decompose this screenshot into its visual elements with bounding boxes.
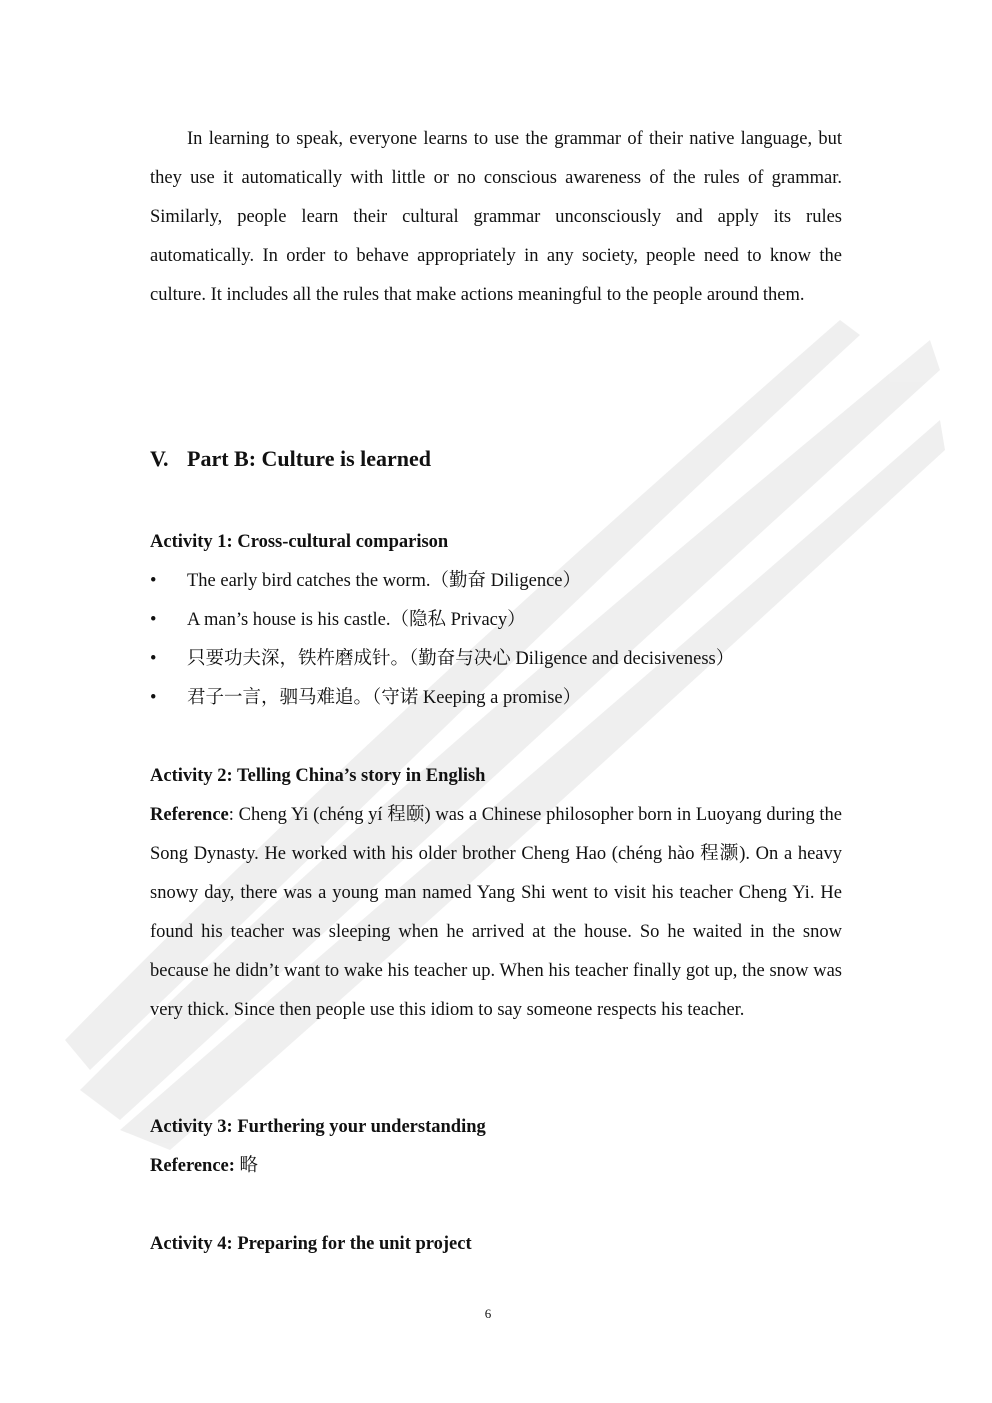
section-title: Part B: Culture is learned xyxy=(187,446,432,471)
bullet-icon: • xyxy=(150,571,157,591)
bullet-icon: • xyxy=(150,610,157,630)
section-heading xyxy=(150,446,431,472)
activity1-list xyxy=(150,562,842,718)
activity3-reference xyxy=(150,1147,842,1186)
activity3-title: Activity 3: Furthering your understanding xyxy=(150,1117,486,1137)
list-item: • 君子一言，驷马难追。（守诺 Keeping a promise） xyxy=(150,679,842,718)
list-item: • A man’s house is his castle.（隐私 Privacy） xyxy=(150,601,842,640)
reference-label: Reference xyxy=(150,805,229,825)
reference-text: 略 xyxy=(234,1156,259,1176)
activity2-title: Activity 2: Telling China’s story in English xyxy=(150,766,486,786)
bullet-icon: • xyxy=(150,688,157,708)
page-number: 6 xyxy=(484,1306,492,1321)
reference-text: : Cheng Yi (chéng yí 程颐) was a Chinese philosopher born in Luoyang during the Song Dynasty. He worked with his older brother Cheng Hao (chéng hào 程灏). On a heavy snowy day, there was a young man named Yang Shi went to visit his teacher Cheng Yi. He found his teacher was sleeping when he arrived at the house. So he waited in the snow because he didn’t want to wake his teacher up. When his teacher finally got up, the snow was very thick. Since then people use this idiom to say someone respects his teacher. xyxy=(150,805,842,1020)
activity1-title: Activity 1: Cross-cultural comparison xyxy=(150,532,449,552)
list-item: • 只要功夫深，铁杵磨成针。（勤奋与决心 Diligence and decisiveness） xyxy=(150,640,842,679)
intro-paragraph: In learning to speak, everyone learns to use the grammar of their native language, but they use it automatically with little or no conscious awareness of the rules of grammar. Similarly, people learn their cultural grammar unconsciously and apply its rules automatically. In order to behave appropriately in any society, people need to know the culture. It includes all the rules that make actions meaningful to the people around them. xyxy=(150,129,842,305)
activity2-reference xyxy=(150,796,842,1030)
activity4-title: Activity 4: Preparing for the unit project xyxy=(150,1234,472,1254)
section-number: V. xyxy=(150,446,169,471)
bullet-icon: • xyxy=(150,649,157,669)
list-item: • The early bird catches the worm.（勤奋 Diligence） xyxy=(150,562,842,601)
reference-label: Reference: xyxy=(150,1156,235,1176)
